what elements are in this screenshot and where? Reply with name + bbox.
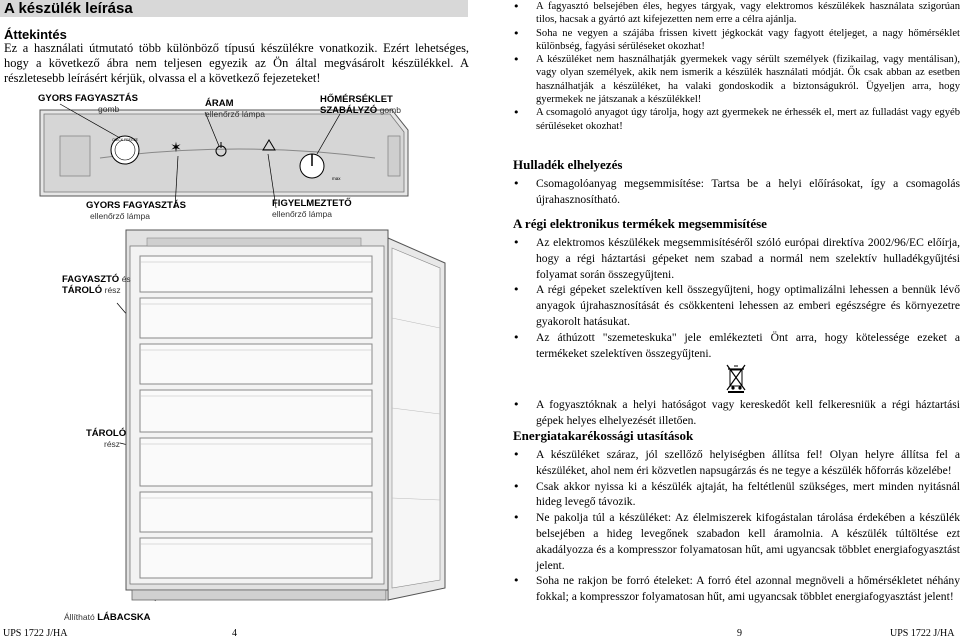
- overview-heading: Áttekintés: [4, 27, 67, 42]
- list-item: • Ne pakolja túl a készüléket: Az élelmiszerek kifogástalan tárolása érdekében a készülék belsejében a hideg levegőnek szabadon kell áramolnia. A készülék túltöltése ezt akadályozza és a kompresszor folyamatosan hűt, ami ugyancsak többlet energiafogyasztást jelent.: [510, 510, 960, 573]
- right-page: [510, 0, 960, 626]
- label-warning-lamp: FIGYELMEZTETŐ ellenőrző lámpa: [272, 198, 352, 219]
- list-item: • A fogyasztóknak a helyi hatóságot vagy kereskedőt kell felkeresniük a régi háztartási gépek helyes elhelyezését illetően.: [510, 397, 960, 429]
- energy-heading: Energiatakarékossági utasítások: [513, 428, 694, 443]
- safety-list: [510, 0, 960, 133]
- cabinet: [126, 230, 445, 600]
- list-item: • Az elektromos készülékek megsemmisítéséről szóló európai direktíva 2002/96/EC előírja, hogy a régi háztartási gépeket nem szabad a normál nem szelektív hulladékgyűjtési folyamat során összegyűjteni.: [510, 235, 960, 282]
- quick-freeze-button-text: QUICK FREEZE: [112, 138, 138, 142]
- appliance-diagram: [0, 88, 475, 628]
- label-thermostat: HŐMÉRSÉKLET SZABÁLYZÓ gomb: [320, 94, 401, 116]
- crossed-bin-container: [510, 361, 960, 397]
- list-item: • Soha ne rakjon be forró ételeket: A forró étel azonnal megnöveli a hőmérsékletet néhány fokkal; a kompresszor folyamatosan hűt, ami ugyancsak többlet energiafogyasztást jelent!: [510, 573, 960, 605]
- list-item: • A készüléket száraz, jól szellőző helyiségben állítsa fel! Olyan helyre állítsa fel a készüléket, ahol nem éri közvetlen napsugárzás és ne tegye a készülék hőforrás közelébe!: [510, 447, 960, 479]
- page-title: A készülék leírása: [0, 0, 468, 17]
- list-item: • A fagyasztó belsejében éles, hegyes tárgyak, vagy elektromos készülékek használata szigorúan tilos, hacsak a gyártó azt kifejezetten nem erre a célra ajánlja.: [510, 0, 960, 27]
- list-item: • A csomagoló anyagot úgy tárolja, hogy azt gyermekek ne érhessék el, mert az fulladást vagy egyéb sérüléseket okozhat!: [510, 106, 960, 133]
- label-storage-section: TÁROLÓ rész: [86, 428, 127, 449]
- label-quick-freeze-button: GYORS FAGYASZTÁS gomb: [38, 93, 138, 114]
- footer-right-model: UPS 1722 J/HA: [890, 628, 955, 639]
- list-item: • Az áthúzott "szemeteskuka" jele emlékezteti Önt arra, hogy kötelessége ezeket a termékeket szelektíven összegyűjteni.: [510, 330, 960, 362]
- safety-section: [510, 0, 960, 133]
- list-item: • Csomagolóanyag megsemmisítése: Tartsa be a helyi előírásokat, így a csomagolás újrahasznosítható.: [510, 176, 960, 208]
- old-electronics-list: [510, 235, 960, 361]
- energy-section: [510, 428, 960, 605]
- crossed-out-wheelie-bin-icon: [725, 363, 747, 393]
- label-quick-freeze-lamp: GYORS FAGYASZTÁS ellenőrző lámpa: [86, 200, 186, 221]
- overview-paragraph: Ez a használati útmutató több különböző típusú készülékre vonatkozik. Ezért lehetséges, hogy a következő ábra nem teljesen egyezik az Ön által megvásárolt készülékkel. A részletesebb leírásért kérjük, olvassa el a következő fejezeteket!: [4, 41, 469, 85]
- footer-left-page-number: 4: [232, 628, 237, 639]
- energy-list: [510, 447, 960, 605]
- label-adjustable-feet: Állítható LÁBACSKA: [64, 612, 151, 623]
- list-item: • Soha ne vegyen a szájába frissen kivett jégkockát vagy fagyott ételjeget, a nagy hőmérséklet különbség, fagyási sérüléseket okozhat!: [510, 27, 960, 54]
- left-page: [0, 0, 475, 626]
- list-item: • Csak akkor nyissa ki a készülék ajtaját, ha feltétlenül szükséges, mert minden nyitásnál hideg levegő távozik.: [510, 479, 960, 511]
- footer-left-model: UPS 1722 J/HA: [3, 628, 68, 639]
- label-power-lamp: ÁRAM ellenőrző lámpa: [205, 98, 266, 119]
- control-panel: [40, 110, 408, 196]
- footer-right-page-number: 9: [737, 628, 742, 639]
- waste-list: [510, 176, 960, 208]
- list-item: • A készüléket nem használhatják gyermekek vagy sérült személyek (fizikailag, vagy mentálisan), vagy olyan személyek, akik nem ismerik a készülék használati módját. Ők csak abban az esetben használhatják a készüléket, ha valaki gondoskodik a biztonságukról. Ügyeljen arra, hogy gyermekek ne játszanak a készülékkel!: [510, 53, 960, 106]
- old-electronics-heading: A régi elektronikus termékek megsemmisítése: [513, 216, 767, 231]
- old-electronics-section: [510, 216, 960, 429]
- label-freezer-section: FAGYASZTÓ és TÁROLÓ rész: [62, 274, 131, 296]
- thermostat-max-label: max: [332, 176, 341, 181]
- old-electronics-list-2: [510, 397, 960, 429]
- waste-heading: Hulladék elhelyezés: [513, 157, 623, 172]
- waste-section: [510, 157, 960, 208]
- list-item: • A régi gépeket szelektíven kell összegyűjteni, hogy optimalizálni lehessen a bennük lévő anyagok újrahasznosítását és csökkenteni lehessen az emberi egészségre és környezetre gyakorolt hatásukat.: [510, 282, 960, 329]
- snowflake-icon: ✶: [170, 140, 182, 156]
- freezer-illustration: [0, 88, 475, 628]
